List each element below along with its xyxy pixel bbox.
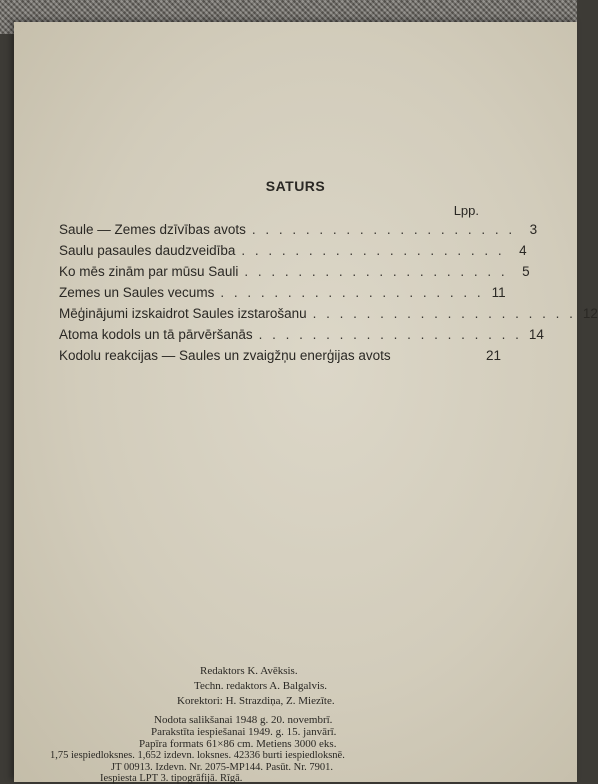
toc-entry-page: 4 [519,243,527,258]
toc-entry [59,306,598,326]
credit-editor: Redaktors K. Avēksis. [200,665,298,677]
toc-entry-title: Atoma kodols un tā pārvēršanās [59,327,253,342]
credit-proofreaders: Korektori: H. Strazdiņa, Z. Miezīte. [177,695,335,707]
toc-entry-title: Mēģinājumi izskaidrot Saules izstarošanu [59,306,307,321]
toc-entry-title: Saule — Zemes dzīvības avots [59,222,246,237]
credit-printed: Iespiesta LPT 3. tipogrāfijā. Rīgā. [100,773,243,784]
toc-entry-page: 21 [485,348,501,363]
credit-paper-format: Papīra formats 61×86 cm. Metiens 3000 eks. [139,738,337,750]
leader-dots: . . . . . . . . . . . . . . . . . . . . [244,264,508,279]
toc-entry [59,222,538,242]
toc-entry [59,264,530,284]
toc-entry-page: 14 [528,327,544,342]
toc-entry-page: 5 [522,264,530,279]
toc-entry-page: 12 [582,306,598,321]
toc-entry [59,243,527,263]
toc-entry-page: 11 [491,285,506,300]
toc-entry [59,327,544,347]
toc-title: SATURS [265,178,326,194]
credit-publisher-no: JT 00913. Izdevn. Nr. 2075-MP144. Pasūt. Nr. 7901. [111,762,334,773]
leader-dots: . . . . . . . . . . . . . . . . . . . . [220,285,484,300]
toc-entry [59,285,506,305]
credit-tech-editor: Techn. redaktors A. Balgalvis. [194,680,328,692]
page-column-header: Lpp. [453,203,479,218]
toc-entry-title: Ko mēs zinām par mūsu Sauli [59,264,239,279]
credit-signed: Parakstīta iespiešanai 1949. g. 15. janvārī. [151,726,337,738]
leader-dots: . . . . . . . . . . . . . . . . . . . . [258,327,522,342]
toc-entry-title: Kodolu reakcijas — Saules un zvaigžņu enerģijas avots [59,348,391,363]
leader-dots: . . . . . . . . . . . . . . . . . . . . [312,306,576,321]
toc-entry-title: Saulu pasaules daudzveidība [59,243,236,258]
toc-entry [59,348,501,368]
leader-dots: . . . . . . . . . . . . . . . . . . . . [241,243,505,258]
leader-dots: . . . . . . . . . . . . . . . . . . . . [251,222,516,237]
toc-entry-title: Zemes un Saules vecums [59,285,215,300]
book-page [14,22,598,784]
credit-submitted: Nodota salikšanai 1948 g. 20. novembrī. [154,714,333,726]
credit-sheets: 1,75 iespiedloksnes. 1,652 izdevn. loksnes. 42336 burti iespiedloksnē. [50,750,345,761]
toc-entry-page: 3 [529,222,538,237]
